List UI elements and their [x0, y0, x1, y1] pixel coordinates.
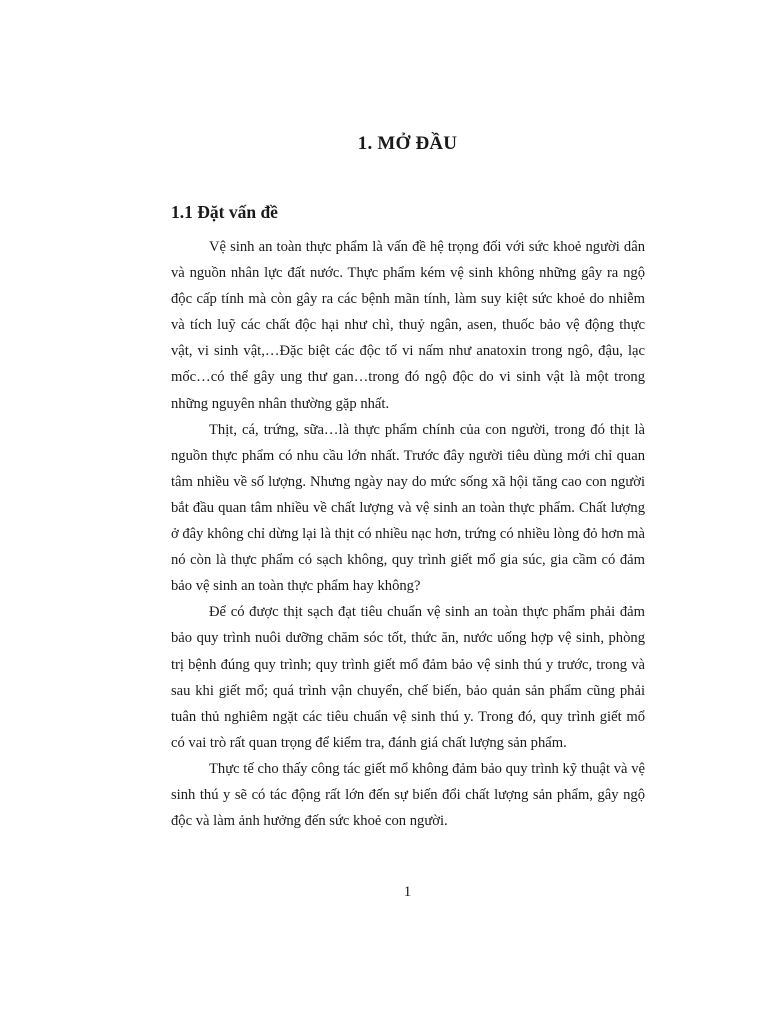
paragraph: Vệ sinh an toàn thực phẩm là vấn đề hệ trọng đối với sức khoẻ người dân và nguồn nhân lực đất nước. Thực phẩm kém vệ sinh không những gây ra ngộ độc cấp tính mà còn gây ra các bệnh mãn tính, làm suy kiệt sức khoẻ do nhiễm và tích luỹ các chất độc hại như chì, thuỷ ngân, asen, thuốc bảo vệ động thực vật, vi sinh vật,…Đặc biệt các độc tố vi nấm như anatoxin trong ngô, đậu, lạc mốc…có thể gây ung thư gan…trong đó ngộ độc do vi sinh vật là một trong những nguyên nhân thường gặp nhất.	[171, 239, 645, 412]
page-number: 1	[403, 884, 412, 900]
section-heading: 1.1 Đặt vấn đề	[171, 202, 278, 222]
body-text	[171, 234, 645, 834]
page-title: 1. MỞ ĐẦU	[357, 133, 458, 154]
paragraph: Để có được thịt sạch đạt tiêu chuẩn vệ sinh an toàn thực phẩm phải đảm bảo quy trình nuôi dưỡng chăm sóc tốt, thức ăn, nước uống hợp vệ sinh, phòng trị bệnh đúng quy trình; quy trình giết mổ đảm bảo vệ sinh thú y trước, trong và sau khi giết mổ; quá trình vận chuyển, chế biến, bảo quản sản phẩm cũng phải tuân thủ nghiêm ngặt các tiêu chuẩn vệ sinh thú y. Trong đó, quy trình giết mổ có vai trò rất quan trọng để kiểm tra, đánh giá chất lượng sản phẩm.	[171, 604, 645, 751]
paragraph: Thực tế cho thấy công tác giết mổ không đảm bảo quy trình kỹ thuật và vệ sinh thú y sẽ có tác động rất lớn đến sự biến đổi chất lượng sản phẩm, gây ngộ độc và làm ảnh hưởng đến sức khoẻ con người.	[171, 760, 645, 830]
paragraph: Thịt, cá, trứng, sữa…là thực phẩm chính của con người, trong đó thịt là nguồn thực phẩm có nhu cầu lớn nhất. Trước đây người tiêu dùng mới chỉ quan tâm nhiều về số lượng. Nhưng ngày nay do mức sống xã hội tăng cao con người bắt đầu quan tâm nhiều về chất lượng và vệ sinh an toàn thực phẩm. Chất lượng ở đây không chỉ dừng lại là thịt có nhiều nạc hơn, trứng có nhiều lòng đỏ hơn mà nó còn là thực phẩm có sạch không, quy trình giết mổ gia súc, gia cầm có đảm bảo vệ sinh an toàn thực phẩm hay không?	[171, 421, 645, 595]
